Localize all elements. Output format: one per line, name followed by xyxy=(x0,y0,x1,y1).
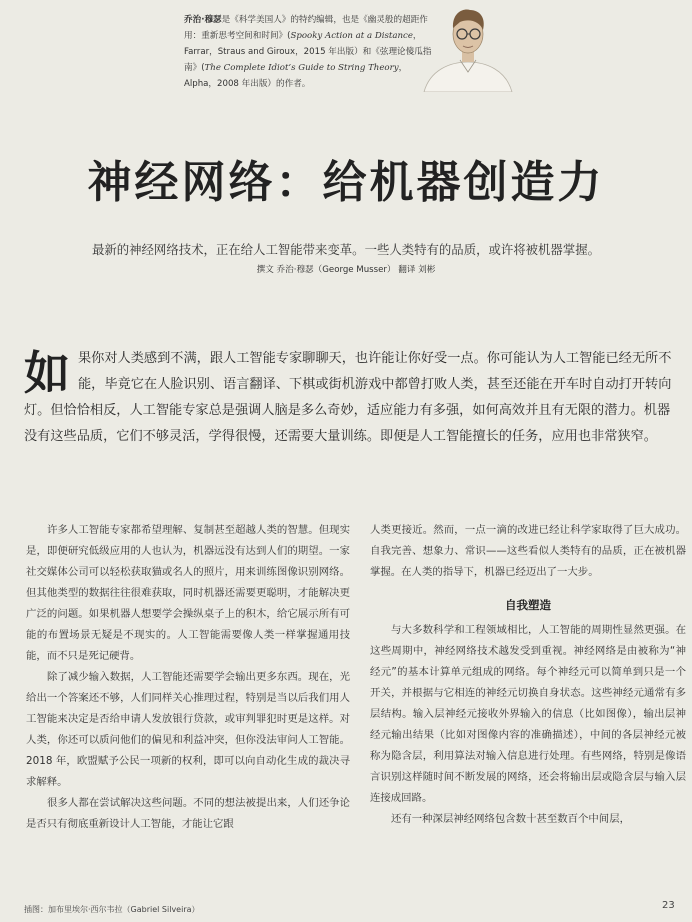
body-paragraph: 还有一种深层神经网络包含数十甚至数百个中间层， xyxy=(391,813,630,825)
bio-book2-title: The Complete Idiot’s Guide to String Theory xyxy=(204,63,399,73)
author-portrait xyxy=(420,0,516,92)
article-title: 神经网络：给机器创造力 xyxy=(87,157,605,208)
body-paragraph: 与大多数科学和工程领域相比，人工智能的周期性显然更强。在这些周期中，神经网络技术越发受到重视。神经网络是由被称为“神经元”的基本计算单元组成的网络。每个神经元可以简单到只是一个开关，并根据与它相连的神经元切换自身状态。这些神经元通常有多层结构。输入层神经元接收外界输入的信息（比如图像），输出层神经元输出结果（比如对图像内容的准确描述），中间的各层神经元被称为隐含层，利用算法对输入信息进行处理。有些网络，特别是像语言识别这样随时间不断发展的网络，还会将输出层或隐含层与输入层连接成回路。 xyxy=(370,624,686,804)
right-column xyxy=(370,520,686,830)
drop-cap: 如 xyxy=(24,346,70,400)
bio-text-1: 是《科学美国人》的特约编辑，也是《幽灵般的超距作用：重新思考空间和时间》( xyxy=(184,15,428,41)
lead-text: 果你对人类感到不满，跟人工智能专家聊聊天，也许能让你好受一点。你可能认为人工智能已经无所不能，毕竟它在人脸识别、语言翻译、下棋或街机游戏中都曾打败人类，甚至还能在开车时自动打开转向灯。但恰恰相反，人工智能专家总是强调人脑是多么奇妙，适应能力有多强，如何高效并且有无限的潜力。机器没有这些品质，它们不够灵活，学得很慢，还需要大量训练。即便是人工智能擅长的任务，应用也非常狭窄。 xyxy=(24,351,672,444)
body-paragraph: 除了减少输入数据，人工智能还需要学会输出更多东西。现在，光给出一个答案还不够，人们同样关心推理过程，特别是当以后我们用人工智能来决定是否给申请人发放银行贷款，或审判罪犯时更是这样。对人类，你还可以质问他们的偏见和利益冲突，但你没法审问人工智能。2018 年，欧盟赋予公民一项新的权利，即可以向自动化生成的裁决寻求解释。 xyxy=(26,671,350,788)
body-paragraph: 人类更接近。然而，一点一滴的改进已经让科学家取得了巨大成功。自我完善、想象力、常识——这些看似人类特有的品质，正在被机器掌握。在人类的指导下，机器已经迈出了一大步。 xyxy=(370,524,686,578)
page-number: 23 xyxy=(662,900,675,911)
body-paragraph: 许多人工智能专家都希望理解、复制甚至超越人类的智慧。但现实是，即便研究低级应用的人也认为，机器远没有达到人们的期望。一家社交媒体公司可以轻松获取猫或名人的照片，用来训练图像识别网络。但其他类型的数据往往很难获取，同时机器还需要更聪明，才能解决更广泛的问题。如果机器人想要学会操纵桌子上的积木，给它展示所有可能的布置场景无疑是不现实的。人工智能需要像人类一样掌握通用技能，而不只是死记硬背。 xyxy=(26,524,350,662)
left-column xyxy=(26,520,350,835)
section-heading: 自我塑造 xyxy=(505,598,551,612)
bio-book1-title: Spooky Action at a Distance xyxy=(290,31,413,41)
lead-paragraph xyxy=(24,346,680,450)
author-bio xyxy=(184,12,434,92)
author-name: 乔治·穆瑟 xyxy=(184,15,222,25)
article-byline: 撰文 乔治·穆瑟（George Musser） 翻译 刘彬 xyxy=(256,265,436,275)
body-paragraph: 很多人都在尝试解决这些问题。不同的想法被提出来，人们还争论是否只有彻底重新设计人工智能，才能让它跟 xyxy=(26,797,350,830)
article-deck: 最新的神经网络技术，正在给人工智能带来变革。一些人类特有的品质，或许将被机器掌握。 xyxy=(91,242,600,257)
illustration-credit: 插图：加布里埃尔·西尔韦拉（Gabriel Silveira） xyxy=(24,905,200,914)
bio-text-3: ，Alpha，2008 年出版）的作者。 xyxy=(184,63,408,89)
bio-text-2: ，Farrar，Straus and Giroux，2015 年出版）和《弦理论傻瓜指南》( xyxy=(184,31,432,73)
